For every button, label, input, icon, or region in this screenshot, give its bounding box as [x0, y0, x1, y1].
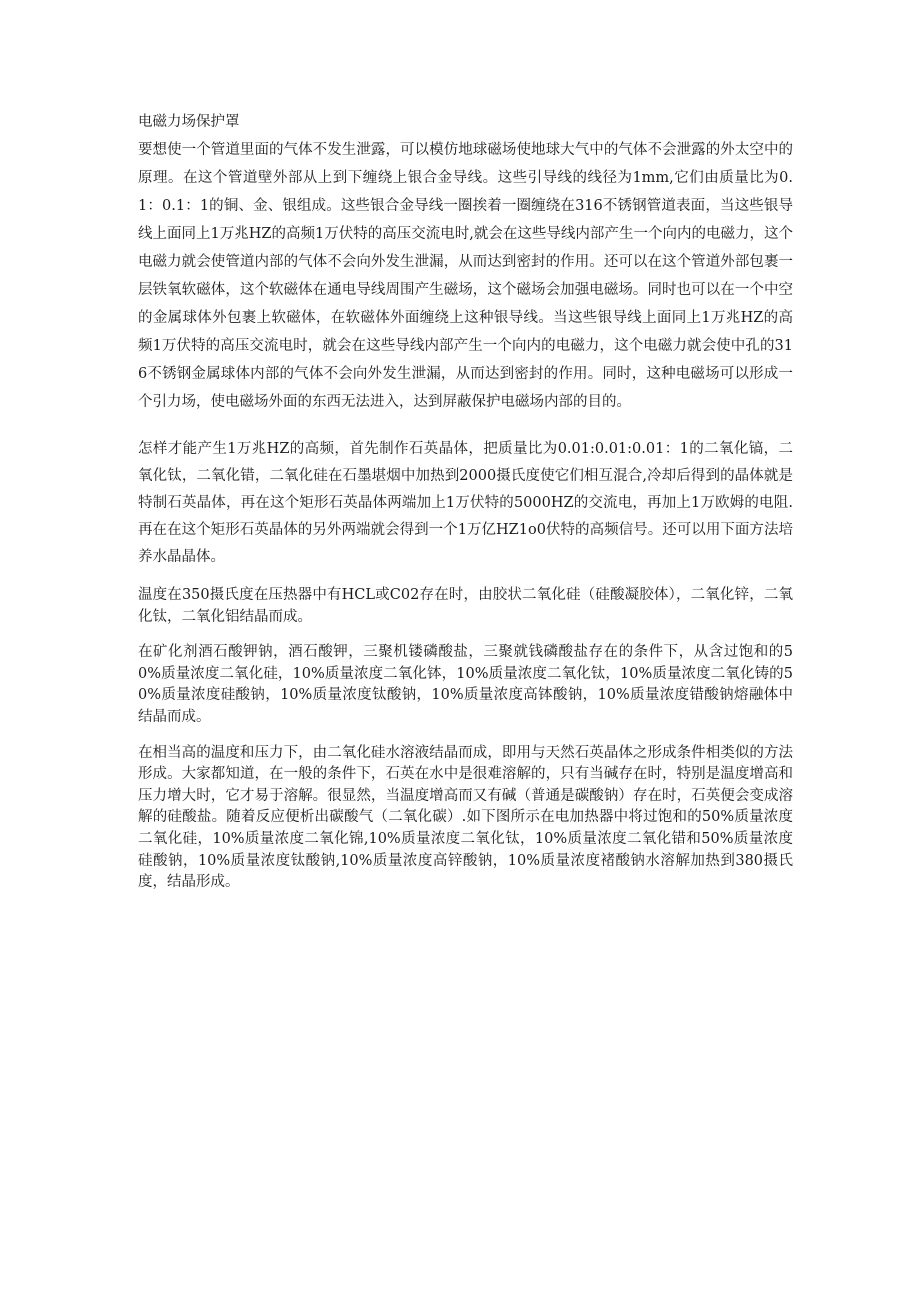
paragraph-autoclave-method: 温度在350摄氏度在压热器中有HCL或C02存在时，由胶状二氧化硅（硅酸凝胶体），二氧化锌，二氧化钛，二氧化铝结晶而成。: [138, 587, 793, 625]
paragraph-quartz-crystal: 怎样才能产生1万兆HZ的高频，首先制作石英晶体，把质量比为0.01:0.01:0.01：1的二氧化镐，二氧化钛，二氧化错，二氧化硅在石墨堪烟中加热到2000摄氏度使它们相互混合,冷却后得到的晶体就是特制石英晶体，再在这个矩形石英晶体两端加上1万伏特的5000HZ的交流电，再加上1万欧姆的电阻.再在在这个矩形石英晶体的另外两端就会得到一个1万亿HZ1o0伏特的高频信号。还可以用下面方法培养水晶晶体。: [138, 441, 793, 565]
paragraph-electromagnetic-shield: 要想使一个管道里面的气体不发生泄露，可以模仿地球磁场使地球大气中的气体不会泄露的外太空中的原理。在这个管道壁外部从上到下缠绕上银合金导线。这些引导线的线径为1mm,它们由质量比为0.1：0.1：1的铜、金、银组成。这些银合金导线一圈挨着一圈缠绕在316不锈钢管道表面，当这些银导线上面同上1万兆HZ的高频1万伏特的高压交流电时,就会在这些导线内部产生一个向内的电磁力，这个电磁力就会使管道内部的气体不会向外发生泄漏，从而达到密封的作用。还可以在这个管道外部包裹一层铁氧软磁体，这个软磁体在通电导线周围产生磁场，这个磁场会加强电磁场。同时也可以在一个中空的金属球体外包裹上软磁体，在软磁体外面缠绕上这种银导线。当这些银导线上面同上1万兆HZ的高频1万伏特的高压交流电时，就会在这些导线内部产生一个向内的电磁力，这个电磁力就会使中孔的316不锈钢金属球体内部的气体不会向外发生泄漏，从而达到密封的作用。同时，这种电磁场可以形成一个引力场，使电磁场外面的东西无法进入，达到屏蔽保护电磁场内部的目的。: [138, 142, 793, 410]
paragraph-hydrothermal-method: 在相当高的温度和压力下，由二氧化硅水溶液结晶而成，即用与天然石英晶体之形成条件相类似的方法形成。大家都知道，在一般的条件下，石英在水中是很难溶解的，只有当碱存在时，特别是温度增高和压力增大时，它才易于溶解。很显然，当温度增高而又有碱（普通是碳酸钠）存在时，石英便会变成溶解的硅酸盐。随着反应便析出碳酸气（二氧化碳）.如下图所示在电加热器中将过饱和的50%质量浓度二氧化硅，10%质量浓度二氧化锦,10%质量浓度二氧化钛，10%质量浓度二氧化错和50%质量浓度硅酸钠，10%质量浓度钛酸钠,10%质量浓度高锌酸钠，10%质量浓度褚酸钠水溶解加热到380摄氏度，结晶形成。: [138, 744, 793, 891]
document-title: 电磁力场保护罩: [138, 114, 240, 130]
document-page: [138, 108, 793, 894]
paragraph-mineralizer-method: 在矿化剂酒石酸钾钠，酒石酸钾，三聚机镂磷酸盐，三聚就钱磷酸盐存在的条件下，从含过饱和的50%质量浓度二氧化硅，10%质量浓度二氧化钵，10%质量浓度二氧化钛，10%质量浓度二氧化铸的50%质量浓度硅酸钠，10%质量浓度钛酸钠，10%质量浓度高钵酸钠，10%质量浓度错酸钠熔融体中结晶而成。: [138, 644, 793, 725]
